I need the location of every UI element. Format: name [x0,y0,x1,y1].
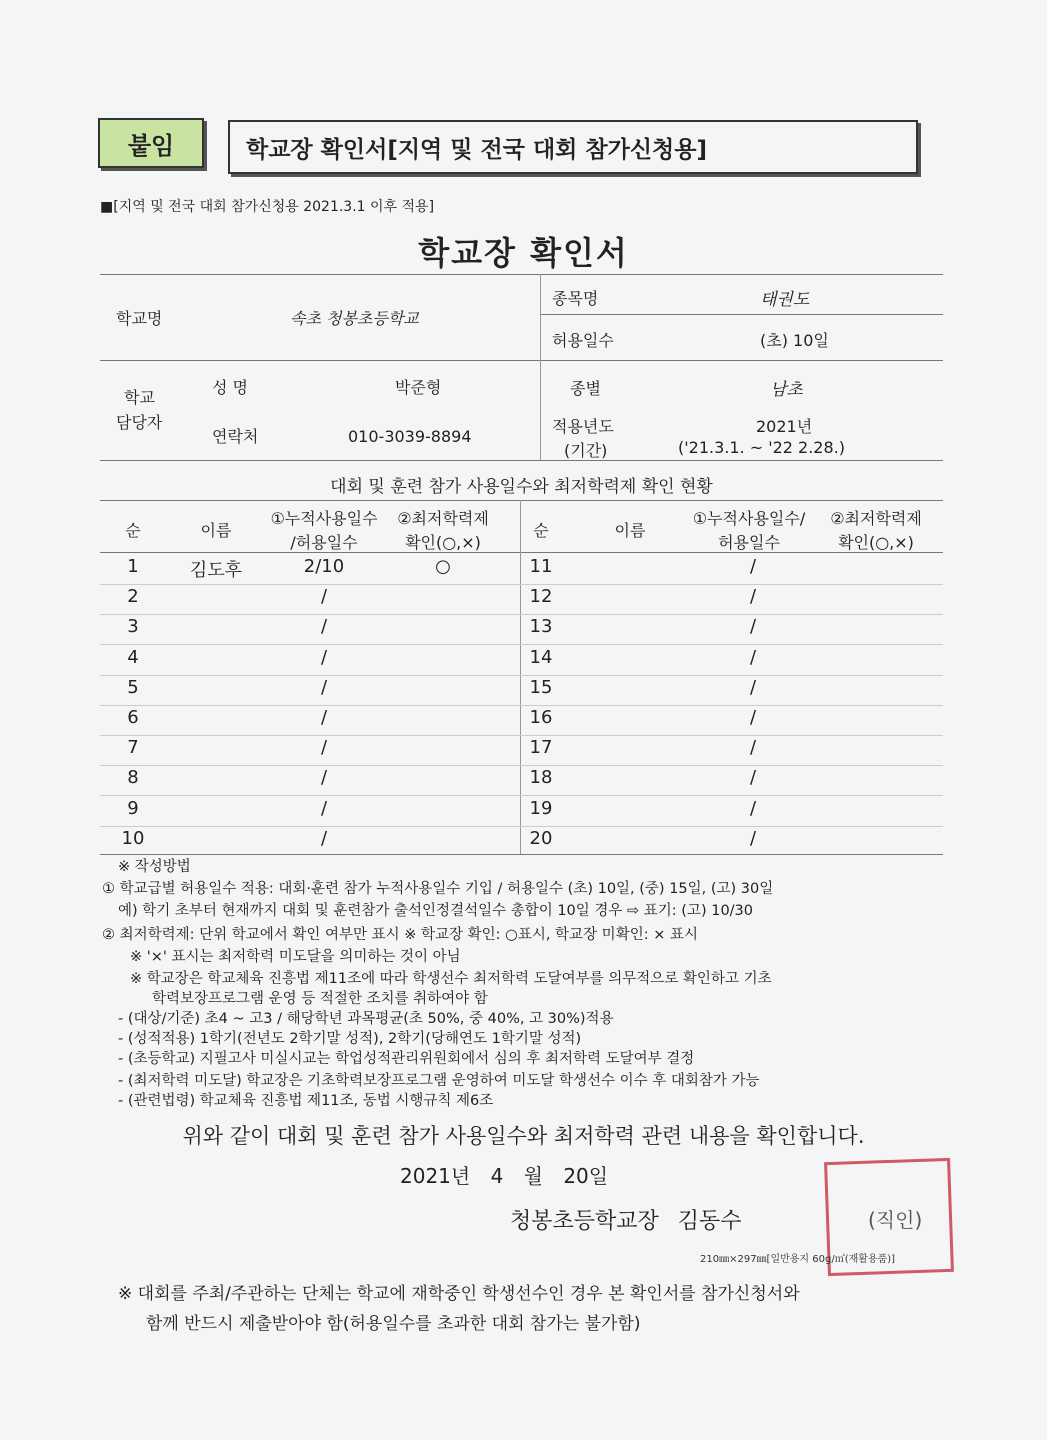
row-rule [100,826,943,827]
row-rule [100,614,943,615]
event-label: 종목명 [552,289,599,308]
rule [100,500,943,501]
row-used-days: / [320,827,328,849]
row-used-days: / [749,737,757,759]
col-used-2: /허용일수 [290,533,358,552]
footer-note: ※ 대회를 주최/주관하는 단체는 학교에 재학중인 학생선수인 경우 본 확인서를 참가신청서와 [118,1284,800,1304]
col-check-right: ②최저학력제 [830,509,922,528]
row-number: 2 [127,586,139,608]
row-used-days: / [320,707,328,728]
row-used-days: / [320,646,328,668]
contact-label: 연락처 [212,427,259,446]
row-used-days: / [320,797,328,819]
category-value: 남초 [770,380,803,400]
col-used: ①누적사용일수 [270,509,378,528]
row-number: 14 [529,646,553,668]
col-num-right: 순 [533,521,549,540]
row-number: 7 [127,737,139,759]
instruction-line: ① 학교급별 허용일수 적용: 대회·훈련 참가 누적사용일수 기입 / 허용일수 (초) 10일, (중) 15일, (고) 30일 [102,881,774,897]
row-number: 16 [529,707,553,728]
instruction-line: - (관련법령) 학교체육 진흥법 제11조, 동법 시행규칙 제6조 [118,1093,494,1109]
row-rule [100,584,943,585]
row-used-days: / [320,586,328,608]
col-name: 이름 [200,521,232,540]
row-used-days: / [749,586,757,608]
row-number: 15 [529,676,553,698]
name-value: 박준형 [395,378,442,397]
paper-spec: 210㎜×297㎜[일반용지 60g/㎡(재활용품)] [700,1254,896,1265]
year-period: ('21.3.1. ~ '22 2.28.) [678,438,845,457]
row-number: 20 [529,827,553,849]
row-number: 18 [529,767,553,789]
instruction-line: ※ 학교장은 학교체육 진흥법 제11조에 따라 학생선수 최저학력 도달여부를 의무적으로 확인하고 기초 [130,971,772,987]
row-used-days: / [320,616,328,638]
col-check-2: 확인(○,×) [405,533,481,552]
year-label: 적용년도 [552,417,614,436]
col-check: ②최저학력제 [397,509,489,528]
row-number: 1 [127,556,139,577]
instruction-line: - (성적적용) 1학기(전년도 2학기말 성적), 2학기(당해연도 1학기말 성적) [118,1031,582,1047]
row-used-days: / [749,767,757,789]
col-check-right-2: 확인(○,×) [838,533,914,552]
rule [540,274,541,460]
row-number: 12 [529,586,553,608]
instruction-line: - (초등학교) 지필고사 미실시교는 학업성적관리위원회에서 심의 후 최저학력 도달여부 결정 [118,1051,695,1067]
row-number: 3 [127,616,139,638]
instruction-line: - (대상/기준) 초4 ~ 고3 / 해당학년 과목평균(초 50%, 중 40%, 고 30%)적용 [118,1011,614,1027]
year-value: 2021년 [756,417,813,436]
row-number: 13 [529,616,553,638]
row-number: 10 [121,827,145,849]
instruction-line: 학력보장프로그램 운영 등 적절한 조치를 취하여야 함 [152,991,488,1007]
row-number: 5 [127,676,139,698]
manager-label: 학교 [124,388,155,407]
row-check: ○ [435,556,451,577]
name-label: 성 명 [212,378,248,397]
row-rule [100,644,943,645]
rule [100,854,943,855]
issue-date: 2021년 4 월 20일 [400,1164,609,1188]
row-used-days: / [320,676,328,698]
instruction-line: - (최저학력 미도달) 학교장은 기초학력보장프로그램 운영하여 미도달 학생선수 이수 후 대회참가 가능 [118,1073,760,1089]
rule [100,460,943,461]
row-used-days: / [749,676,757,698]
form-subnote: ■[지역 및 전국 대회 참가신청용 2021.3.1 이후 적용] [100,199,435,215]
school-value: 속초 청봉초등학교 [290,309,419,328]
row-number: 9 [127,797,139,819]
footer-note-2: 함께 반드시 제출받아야 함(허용일수를 초과한 대회 참가는 불가함) [146,1314,641,1334]
instruction-line: ※ '×' 표시는 최저학력 미도달을 의미하는 것이 아님 [130,949,461,965]
col-used-right: ①누적사용일수/ [692,509,806,528]
row-rule [100,705,943,706]
confirmation-statement: 위와 같이 대회 및 훈련 참가 사용일수와 최저학력 관련 내용을 확인합니다. [182,1124,865,1148]
row-used-days: / [749,707,757,728]
row-used-days: / [749,827,757,849]
principal-signature: 청봉초등학교장 김동수 [510,1209,742,1234]
col-used-right-2: 허용일수 [718,533,780,552]
row-number: 11 [529,556,553,577]
col-num: 순 [125,521,141,540]
row-used-days: 2/10 [303,556,345,577]
table-caption: 대회 및 훈련 참가 사용일수와 최저학력제 확인 현황 [330,477,713,497]
rule [540,314,943,315]
row-name: 김도후 [189,560,243,581]
row-used-days: / [320,767,328,789]
instruction-line: ※ 작성방법 [118,859,191,875]
event-value: 태권도 [760,290,810,310]
row-used-days: / [749,616,757,638]
row-rule [100,765,943,766]
row-number: 4 [127,646,139,668]
document-title: 학교장 확인서 [418,234,629,272]
row-rule [100,795,943,796]
col-name-right: 이름 [614,521,646,540]
manager-label-2: 담당자 [116,413,163,432]
row-rule [100,735,943,736]
row-used-days: / [749,556,757,577]
attachment-tag: 붙임 [98,118,204,168]
allow-value: (초) 10일 [760,331,829,350]
seal-label: (직인) [868,1208,923,1232]
row-number: 8 [127,767,139,789]
rule [100,360,943,361]
instruction-line: ② 최저학력제: 단위 학교에서 확인 여부만 표시 ※ 학교장 확인: ○표시, 학교장 미확인: × 표시 [102,927,698,943]
contact-value: 010-3039-8894 [348,427,472,446]
rule [100,274,943,275]
row-used-days: / [749,797,757,819]
header-title: 학교장 확인서[지역 및 전국 대회 참가신청용] [228,120,918,174]
category-label: 종별 [570,379,601,398]
school-label: 학교명 [116,309,163,328]
row-used-days: / [320,737,328,759]
year-label-2: (기간) [564,441,608,460]
allow-label: 허용일수 [552,331,614,350]
row-number: 19 [529,797,553,819]
row-rule [100,675,943,676]
row-number: 6 [127,707,139,728]
instruction-line: 예) 학기 초부터 현재까지 대회 및 훈련참가 출석인정결석일수 총합이 10일 경우 ⇨ 표기: (고) 10/30 [118,903,754,919]
row-used-days: / [749,646,757,668]
row-number: 17 [529,737,553,759]
